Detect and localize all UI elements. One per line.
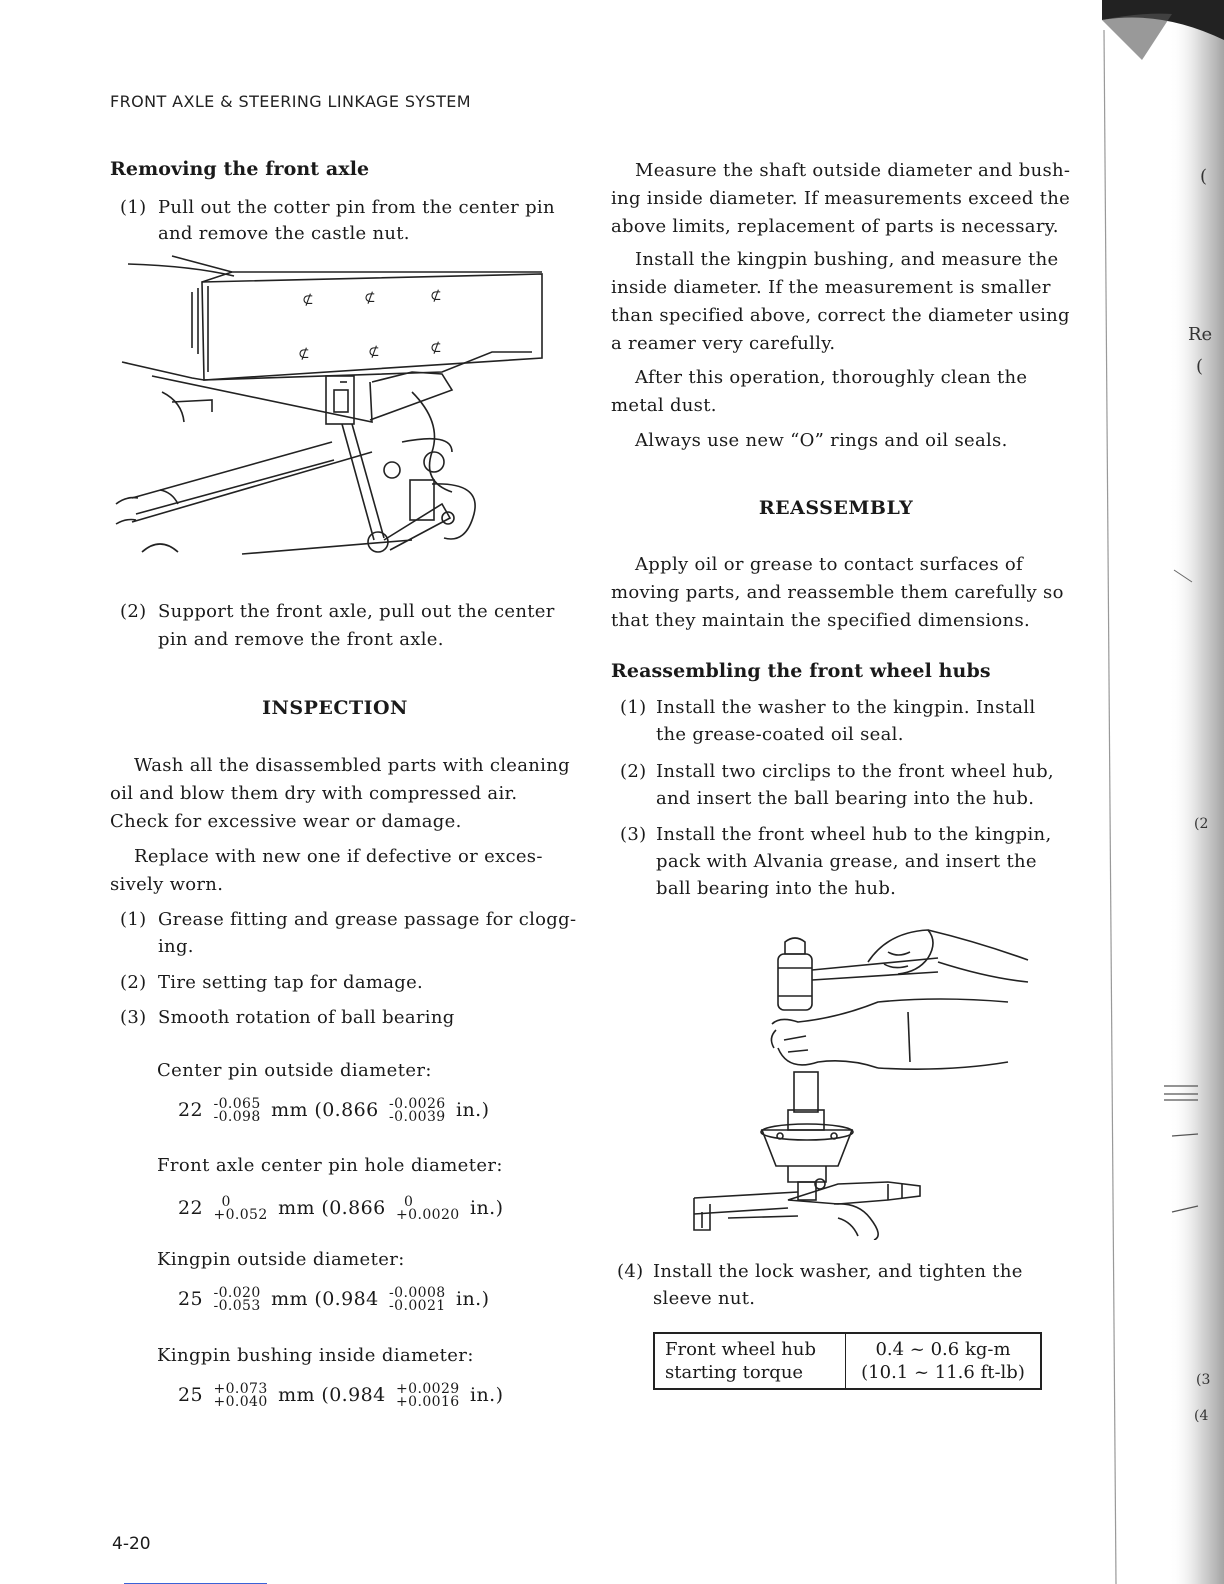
inspection-paragraph-1 <box>110 752 570 836</box>
para-line: that they maintain the specified dimensions. <box>611 610 1031 631</box>
torque-value-line2: (10.1 ~ 11.6 ft-lb) <box>861 1362 1025 1383</box>
step-text-line1: Install the lock washer, and tighten the <box>653 1261 1023 1282</box>
tol-upper: -0.0008 <box>389 1285 446 1301</box>
spec-value-kingpin <box>178 1287 489 1313</box>
page-number: 4-20 <box>112 1534 151 1554</box>
spec-mm-unit: mm (0.866 <box>278 1197 386 1219</box>
mm-tolerance <box>213 1196 267 1222</box>
edge-char: ( <box>1200 166 1208 187</box>
tol-upper: -0.020 <box>213 1285 261 1301</box>
adjacent-page-edge <box>1102 0 1224 1584</box>
item-number: (2) <box>120 972 147 993</box>
para-line: Wash all the disassembled parts with cleaning <box>134 755 570 776</box>
reassembly-title: REASSEMBLY <box>758 497 914 519</box>
spec-mm-unit: mm (0.866 <box>271 1099 379 1121</box>
spec-base: 25 <box>178 1384 203 1406</box>
item-text-line2: ing. <box>158 936 194 957</box>
torque-label-line1: Front wheel hub <box>665 1339 816 1360</box>
tol-upper: 0 <box>404 1194 414 1210</box>
tol-lower: -0.098 <box>213 1109 261 1125</box>
step-text-line1: Install the front wheel hub to the kingpin, <box>656 824 1052 845</box>
para-line: oil and blow them dry with compressed air. <box>110 783 518 804</box>
step-number: (2) <box>120 601 147 622</box>
spec-in-unit: in.) <box>456 1288 490 1310</box>
torque-value-line1: 0.4 ~ 0.6 kg-m <box>875 1339 1011 1360</box>
para-line: Check for excessive wear or damage. <box>110 811 462 832</box>
in-tolerance <box>389 1098 446 1124</box>
item-text-line1: Smooth rotation of ball bearing <box>158 1007 455 1028</box>
tol-lower: +0.040 <box>213 1394 268 1410</box>
para-line: inside diameter. If the measurement is smaller <box>611 277 1051 298</box>
para-line: Install the kingpin bushing, and measure the <box>635 249 1059 270</box>
step-number: (1) <box>620 697 647 718</box>
spec-mm-unit: mm (0.984 <box>278 1384 386 1406</box>
front-axle-illustration <box>112 252 562 567</box>
step-text-line2: pin and remove the front axle. <box>158 629 444 650</box>
spec-label-bushing: Kingpin bushing inside diameter: <box>157 1345 474 1366</box>
in-tolerance <box>396 1383 460 1409</box>
reassembly-paragraph <box>611 551 1066 635</box>
measure-paragraph <box>611 157 1071 241</box>
page-header: FRONT AXLE & STEERING LINKAGE SYSTEM <box>110 92 472 111</box>
para-line: a reamer very carefully. <box>611 333 836 354</box>
step-text-line3: ball bearing into the hub. <box>656 878 897 899</box>
para-line: sively worn. <box>110 874 224 895</box>
spec-value-bushing <box>178 1383 503 1409</box>
tol-upper: +0.073 <box>213 1381 268 1397</box>
para-line: than specified above, correct the diameter using <box>611 305 1070 326</box>
o-rings-paragraph: Always use new “O” rings and oil seals. <box>635 430 1008 451</box>
step-text-line2: and insert the ball bearing into the hub. <box>656 788 1035 809</box>
svg-text:⊄: ⊄ <box>368 344 380 360</box>
item-number: (3) <box>120 1007 147 1028</box>
spec-label-kingpin: Kingpin outside diameter: <box>157 1249 405 1270</box>
svg-text:⊄: ⊄ <box>364 290 376 306</box>
item-text-line1: Grease fitting and grease passage for clogg- <box>158 909 577 930</box>
edge-char: (2 <box>1194 816 1209 832</box>
svg-text:⊄: ⊄ <box>298 346 310 362</box>
step-number: (2) <box>620 761 647 782</box>
inspection-title: INSPECTION <box>262 697 408 719</box>
spec-value-center-pin <box>178 1098 489 1124</box>
step-text-line1: Support the front axle, pull out the center <box>158 601 555 622</box>
tol-lower: -0.0039 <box>389 1109 446 1125</box>
step-number: (4) <box>617 1261 644 1282</box>
spec-value-hole <box>178 1196 503 1222</box>
in-tolerance <box>396 1196 460 1222</box>
spec-base: 22 <box>178 1099 203 1121</box>
tol-upper: +0.0029 <box>396 1381 460 1397</box>
tol-upper: -0.065 <box>213 1096 261 1112</box>
svg-text:⊄: ⊄ <box>302 292 314 308</box>
item-text-line1: Tire setting tap for damage. <box>158 972 424 993</box>
para-line: After this operation, thoroughly clean the <box>635 367 1028 388</box>
in-tolerance <box>389 1287 446 1313</box>
para-line: Measure the shaft outside diameter and bush- <box>635 160 1071 181</box>
step-text-line1: Install two circlips to the front wheel hub, <box>656 761 1054 782</box>
mm-tolerance <box>213 1287 260 1313</box>
torque-value-cell <box>846 1333 1042 1389</box>
tol-lower: +0.0020 <box>396 1207 460 1223</box>
tol-upper: -0.0026 <box>389 1096 446 1112</box>
para-line: metal dust. <box>611 395 717 416</box>
para-line: above limits, replacement of parts is necessary. <box>611 216 1059 237</box>
edge-char: (4 <box>1194 1408 1209 1424</box>
torque-label-cell <box>654 1333 846 1389</box>
tol-lower: -0.053 <box>213 1298 261 1314</box>
removing-front-axle-title: Removing the front axle <box>110 158 370 180</box>
spec-base: 25 <box>178 1288 203 1310</box>
spec-mm-unit: mm (0.984 <box>271 1288 379 1310</box>
step-text-line2: and remove the castle nut. <box>158 223 410 244</box>
mm-tolerance <box>213 1098 260 1124</box>
tol-upper: 0 <box>221 1194 231 1210</box>
step-number: (3) <box>620 824 647 845</box>
spec-in-unit: in.) <box>470 1384 504 1406</box>
para-line: Replace with new one if defective or exces- <box>134 846 543 867</box>
step-text-line2: the grease-coated oil seal. <box>656 724 904 745</box>
tol-lower: -0.0021 <box>389 1298 446 1314</box>
step-number: (1) <box>120 197 147 218</box>
mm-tolerance <box>213 1383 267 1409</box>
svg-text:⊄: ⊄ <box>430 340 442 356</box>
tol-lower: +0.052 <box>213 1207 268 1223</box>
spec-base: 22 <box>178 1197 203 1219</box>
svg-text:⊄: ⊄ <box>430 288 442 304</box>
edge-char: (3 <box>1196 1372 1211 1388</box>
install-bushing-paragraph <box>611 246 1070 358</box>
edge-char: Re <box>1188 324 1213 345</box>
spec-label-hole: Front axle center pin hole diameter: <box>157 1155 503 1176</box>
reassembling-hubs-title: Reassembling the front wheel hubs <box>611 660 991 682</box>
clean-paragraph <box>611 364 1066 420</box>
para-line: Apply oil or grease to contact surfaces of <box>635 554 1023 575</box>
spec-in-unit: in.) <box>456 1099 490 1121</box>
item-number: (1) <box>120 909 147 930</box>
torque-spec-table <box>653 1332 1042 1390</box>
inspection-paragraph-2 <box>110 843 565 899</box>
step-text-line1: Install the washer to the kingpin. Install <box>656 697 1036 718</box>
hub-installation-illustration <box>688 922 1038 1240</box>
spec-in-unit: in.) <box>470 1197 504 1219</box>
tol-lower: +0.0016 <box>396 1394 460 1410</box>
step-text-line2: pack with Alvania grease, and insert the <box>656 851 1037 872</box>
edge-char: ( <box>1196 356 1204 377</box>
para-line: moving parts, and reassemble them carefully so <box>611 582 1064 603</box>
para-line: ing inside diameter. If measurements exceed the <box>611 188 1071 209</box>
torque-label-line2: starting torque <box>665 1362 804 1383</box>
step-text-line1: Pull out the cotter pin from the center pin <box>158 197 555 218</box>
step-text-line2: sleeve nut. <box>653 1288 756 1309</box>
spec-label-center-pin: Center pin outside diameter: <box>157 1060 432 1081</box>
